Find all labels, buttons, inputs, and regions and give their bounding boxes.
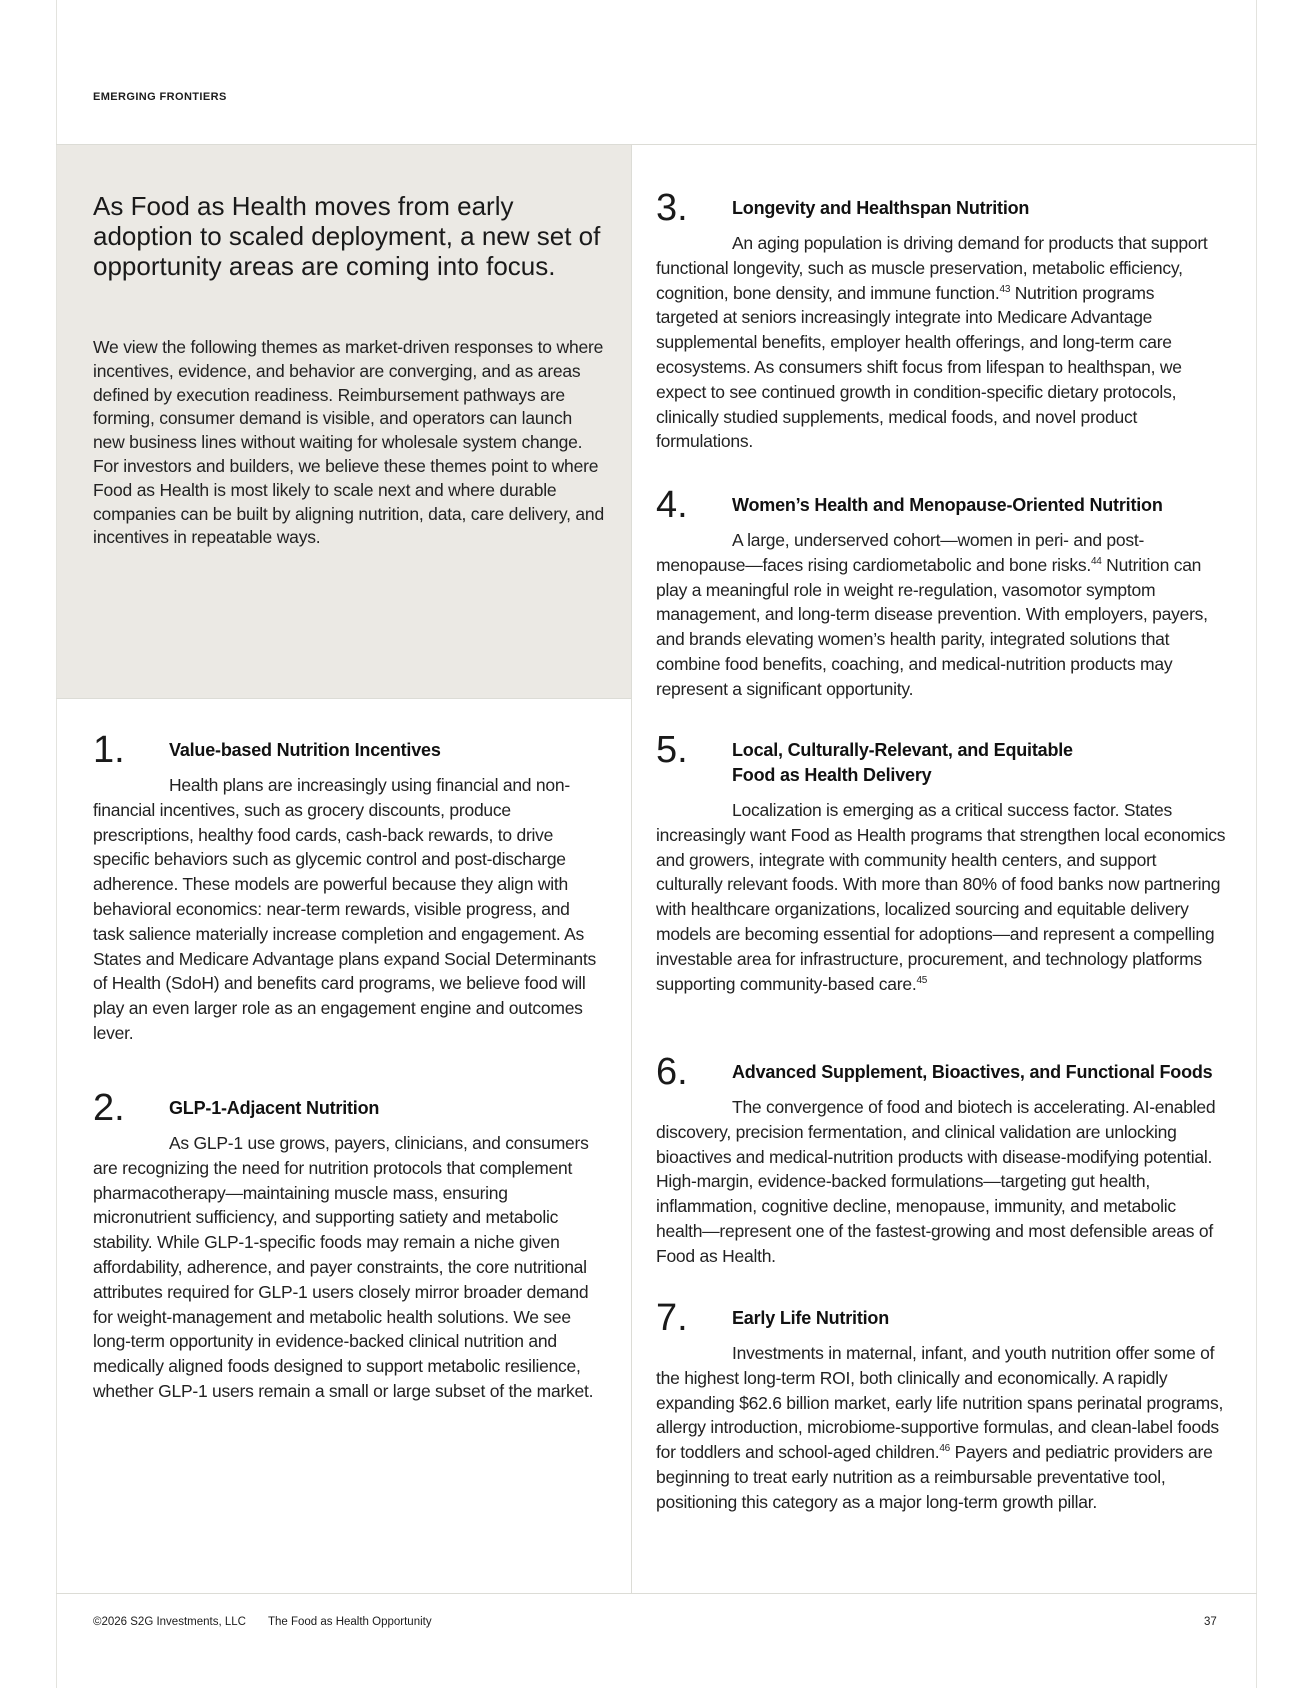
theme-title: Early Life Nutrition	[732, 1308, 890, 1328]
footer-left	[93, 1616, 432, 1628]
theme-body: The convergence of food and biotech is accelerating. AI-enabled discovery, precision fermentation, and clinical validation are unlocking bioactives and medical-nutrition products with disease-modifying potential. High-margin, evidence-backed formulations—targeting gut health, inflammation, cognitive decline, menopause, immunity, and metabolic health—represent one of the fastest-growing and most defensible areas of Food as Health.	[656, 1097, 1216, 1266]
theme-title: Local, Culturally-Relevant, and Equitable Food as Health Delivery	[732, 740, 1073, 785]
theme-title: Longevity and Healthspan Nutrition	[732, 198, 1030, 218]
theme-body-text: A large, underserved cohort—women in peri- and post-menopause—faces rising cardiometabolic and bone risks.	[656, 530, 1145, 575]
theme-body-text: An aging population is driving demand for products that support functional longevity, such as muscle preservation, metabolic efficiency, cognition, bone density, and immune function.	[656, 233, 1208, 303]
theme-number: 1.	[93, 729, 125, 771]
theme-body: Health plans are increasingly using financial and non-financial incentives, such as grocery discounts, produce prescriptions, healthy food cards, cash-back rewards, to drive specific behaviors such as glycemic control and post-discharge adherence. These models are powerful because they align with behavioral economics: near-term rewards, visible progress, and task salience materially increase completion and engagement. As States and Medicare Advantage plans expand Social Determinants of Health (SdoH) and benefits card programs, we believe food will play an even larger role as an engagement engine and outcomes lever.	[93, 775, 597, 1043]
footer-publication: The Food as Health Opportunity	[267, 1616, 432, 1628]
theme-body-text: Nutrition can play a meaningful role in weight re-regulation, vasomotor symptom management, and long-term disease prevention. With employers, payers, and brands elevating women’s health parity, integrated solutions that combine food benefits, coaching, and medical-nutrition products may represent a significant opportunity.	[656, 554, 1208, 699]
theme-body-text: Nutrition programs targeted at seniors increasingly integrate into Medicare Advantage supplemental benefits, employer health offerings, and long-term care ecosystems. As consumers shift focus from lifespan to healthspan, we expect to see continued growth in condition-specific dietary protocols, clinically studied supplements, medical foods, and novel product formulations.	[656, 282, 1182, 452]
theme-number: 4.	[656, 484, 688, 526]
theme-number: 5.	[656, 729, 688, 771]
theme-4	[656, 484, 1231, 702]
theme-1	[93, 729, 599, 1046]
footnote-ref: 46	[939, 1443, 950, 1455]
theme-number: 3.	[656, 187, 688, 229]
theme-number: 7.	[656, 1297, 688, 1339]
footer-divider	[56, 1593, 1257, 1594]
theme-7	[656, 1297, 1226, 1515]
theme-body: As GLP-1 use grows, payers, clinicians, and consumers are recognizing the need for nutrition protocols that complement pharmacotherapy—maintaining muscle mass, ensuring micronutrient sufficiency, and supporting satiety and metabolic stability. While GLP-1-specific foods may remain a niche given affordability, adherence, and payer constraints, the core nutritional attributes required for GLP-1 users closely mirror broader demand for weight-management and metabolic health solutions. We see long-term opportunity in evidence-backed clinical nutrition and medically aligned foods designed to support metabolic resilience, whether GLP-1 users remain a small or large subset of the market.	[93, 1133, 594, 1401]
theme-body-text: Investments in maternal, infant, and youth nutrition offer some of the highest long-term ROI, both clinically and economically. A rapidly expanding $62.6 billion market, early life nutrition spans perinatal programs, allergy introduction, microbiome-supportive formulas, and clean-label foods for toddlers and school-aged children.	[656, 1343, 1224, 1463]
theme-title: Value-based Nutrition Incentives	[169, 740, 441, 760]
footer-copyright: ©2026 S2G Investments, LLC	[93, 1616, 246, 1628]
section-label: EMERGING FRONTIERS	[93, 91, 227, 103]
theme-body	[656, 528, 1231, 702]
footnote-ref: 44	[1090, 555, 1102, 567]
intro-heading: As Food as Health moves from early adoption to scaled deployment, a new set of opportunity areas are coming into focus.	[93, 191, 601, 281]
theme-number: 6.	[656, 1051, 688, 1093]
theme-body-text: Payers and pediatric providers are beginning to treat early nutrition as a reimbursable preventative tool, positioning this category as a major long-term growth pillar.	[656, 1442, 1213, 1512]
column-divider	[631, 144, 632, 1593]
page-number: 37	[1204, 1616, 1217, 1628]
page-frame-right	[1256, 0, 1257, 1688]
theme-5	[656, 729, 1226, 996]
theme-body	[656, 1341, 1226, 1515]
theme-number: 2.	[93, 1087, 125, 1129]
theme-title: GLP-1-Adjacent Nutrition	[169, 1098, 380, 1118]
intro-body: We view the following themes as market-driven responses to where incentives, evidence, and behavior are converging, and as areas defined by execution readiness. Reimbursement pathways are forming, consumer demand is visible, and operators can launch new business lines without waiting for wholesale system change. For investors and builders, we believe these themes point to where Food as Health is most likely to scale next and where durable companies can be built by aligning nutrition, data, care delivery, and incentives in repeatable ways.	[93, 337, 604, 548]
theme-body-text: Localization is emerging as a critical success factor. States increasingly want Food as Health programs that strengthen local economics and growers, integrate with community health centers, and support culturally relevant foods. With more than 80% of food banks now partnering with healthcare organizations, localized sourcing and equitable delivery models are becoming essential for adoptions—and represent a compelling investable area for infrastructure, procurement, and technology platforms supporting community-based care.	[656, 800, 1226, 994]
theme-title: Women’s Health and Menopause-Oriented Nutrition	[732, 495, 1163, 515]
theme-body	[656, 798, 1226, 996]
footnote-ref: 43	[999, 283, 1011, 295]
theme-body	[656, 231, 1216, 454]
footnote-ref: 45	[916, 974, 928, 986]
theme-title: Advanced Supplement, Bioactives, and Functional Foods	[732, 1062, 1213, 1082]
theme-6	[656, 1051, 1226, 1269]
theme-2	[93, 1087, 595, 1404]
theme-3	[656, 187, 1216, 454]
intro-panel-divider	[56, 698, 631, 699]
